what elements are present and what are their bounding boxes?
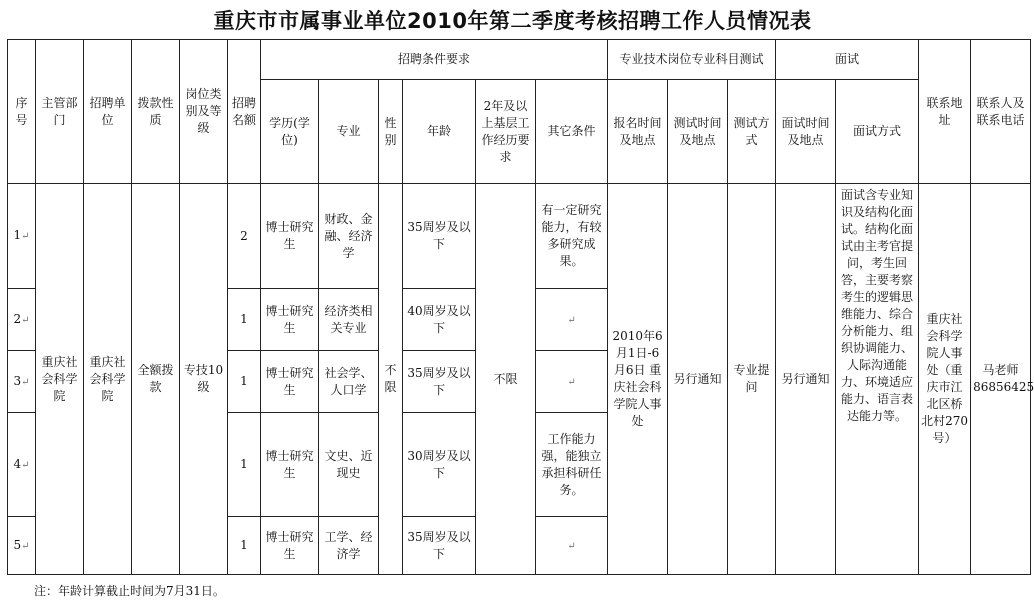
unit-cell: 重庆社会科学院 xyxy=(84,184,132,575)
recruitment-table xyxy=(7,39,1034,575)
header-grassroots: 2年及以上基层工作经历要求 xyxy=(476,80,536,184)
age-cell: 40周岁及以下 xyxy=(403,289,476,351)
grassroots-cell: 不限 xyxy=(476,184,536,575)
header-interview: 面试 xyxy=(776,40,919,80)
header-reg-time: 报名时间及地点 xyxy=(608,80,668,184)
other-cell: 有一定研究能力，有较多研究成果。 xyxy=(536,184,608,289)
education-cell: 博士研究生 xyxy=(261,351,319,413)
seq-cell: 5 xyxy=(13,537,22,552)
paragraph-mark-icon: ↵ xyxy=(21,314,30,326)
footnote: 注：年龄计算截止时间为7月31日。 xyxy=(34,584,225,598)
major-cell: 社会学、人口学 xyxy=(319,351,379,413)
paragraph-mark-icon: ↵ xyxy=(21,459,30,471)
int-method-cell: 面试含专业知识及结构化面试。结构化面试由主考官提问，考生回答，主要考察考生的逻辑思维能力、综合分析能力、组织协调能力、人际沟通能力、环境适应能力、语言表达能力等。 xyxy=(836,184,919,575)
age-cell: 30周岁及以下 xyxy=(403,413,476,517)
header-conditions: 招聘条件要求 xyxy=(261,40,608,80)
quota-cell: 2 xyxy=(228,184,261,289)
header-seq: 序号 xyxy=(8,40,36,184)
header-other: 其它条件 xyxy=(536,80,608,184)
int-time-cell: 另行通知 xyxy=(776,184,836,575)
header-major: 专业 xyxy=(319,80,379,184)
header-quota: 招聘名额 xyxy=(228,40,261,184)
header-contact: 联系人及联系电话 xyxy=(971,40,1031,184)
quota-cell: 1 xyxy=(228,517,261,575)
quota-cell: 1 xyxy=(228,351,261,413)
major-cell: 文史、近现史 xyxy=(319,413,379,517)
paragraph-mark-icon: ↵ xyxy=(21,376,30,388)
test-method-cell: 专业提问 xyxy=(728,184,776,575)
funding-cell: 全额拨款 xyxy=(132,184,180,575)
paragraph-mark-icon: ↵ xyxy=(567,540,576,552)
seq-cell: 2 xyxy=(13,311,22,326)
education-cell: 博士研究生 xyxy=(261,184,319,289)
header-funding: 拨款性质 xyxy=(132,40,180,184)
header-dept: 主管部门 xyxy=(36,40,84,184)
education-cell: 博士研究生 xyxy=(261,289,319,351)
seq-cell: 3 xyxy=(13,373,22,388)
header-test-method: 测试方式 xyxy=(728,80,776,184)
education-cell: 博士研究生 xyxy=(261,517,319,575)
paragraph-mark-icon: ↵ xyxy=(21,540,30,552)
header-int-time: 面试时间及地点 xyxy=(776,80,836,184)
quota-cell: 1 xyxy=(228,289,261,351)
major-cell: 财政、金融、经济学 xyxy=(319,184,379,289)
table-row xyxy=(8,184,1031,289)
address-cell: 重庆社会科学院人事处（重庆市江北区桥北村270号） xyxy=(919,184,971,575)
paragraph-mark-icon: ↵ xyxy=(567,376,576,388)
header-age: 年龄 xyxy=(403,80,476,184)
header-int-method: 面试方式 xyxy=(836,80,919,184)
header-gender: 性别 xyxy=(379,80,403,184)
reg-time-cell: 2010年6月1日-6月6日 重庆社会科学院人事处 xyxy=(608,184,668,575)
education-cell: 博士研究生 xyxy=(261,413,319,517)
header-prof-test: 专业技术岗位专业科目测试 xyxy=(608,40,776,80)
header-address: 联系地址 xyxy=(919,40,971,184)
gender-cell: 不限 xyxy=(379,184,403,575)
header-post: 岗位类别及等级 xyxy=(180,40,228,184)
seq-cell: 1 xyxy=(13,228,22,242)
header-education: 学历(学位) xyxy=(261,80,319,184)
test-time-cell: 另行通知 xyxy=(668,184,728,575)
header-unit: 招聘单位 xyxy=(84,40,132,184)
major-cell: 工学、经济学 xyxy=(319,517,379,575)
age-cell: 35周岁及以下 xyxy=(403,184,476,289)
page-title: 重庆市市属事业单位2010年第二季度考核招聘工作人员情况表 xyxy=(213,9,812,33)
age-cell: 35周岁及以下 xyxy=(403,351,476,413)
post-cell: 专技10级 xyxy=(180,184,228,575)
other-cell: 工作能力强，能独立承担科研任务。 xyxy=(536,413,608,517)
paragraph-mark-icon: ↵ xyxy=(21,231,30,242)
major-cell: 经济类相关专业 xyxy=(319,289,379,351)
paragraph-mark-icon: ↵ xyxy=(567,314,576,326)
dept-cell: 重庆社会科学院 xyxy=(36,184,84,575)
header-test-time: 测试时间及地点 xyxy=(668,80,728,184)
quota-cell: 1 xyxy=(228,413,261,517)
contact-cell: 马老师 86856425 xyxy=(971,184,1031,575)
age-cell: 35周岁及以下 xyxy=(403,517,476,575)
seq-cell: 4 xyxy=(13,456,22,471)
